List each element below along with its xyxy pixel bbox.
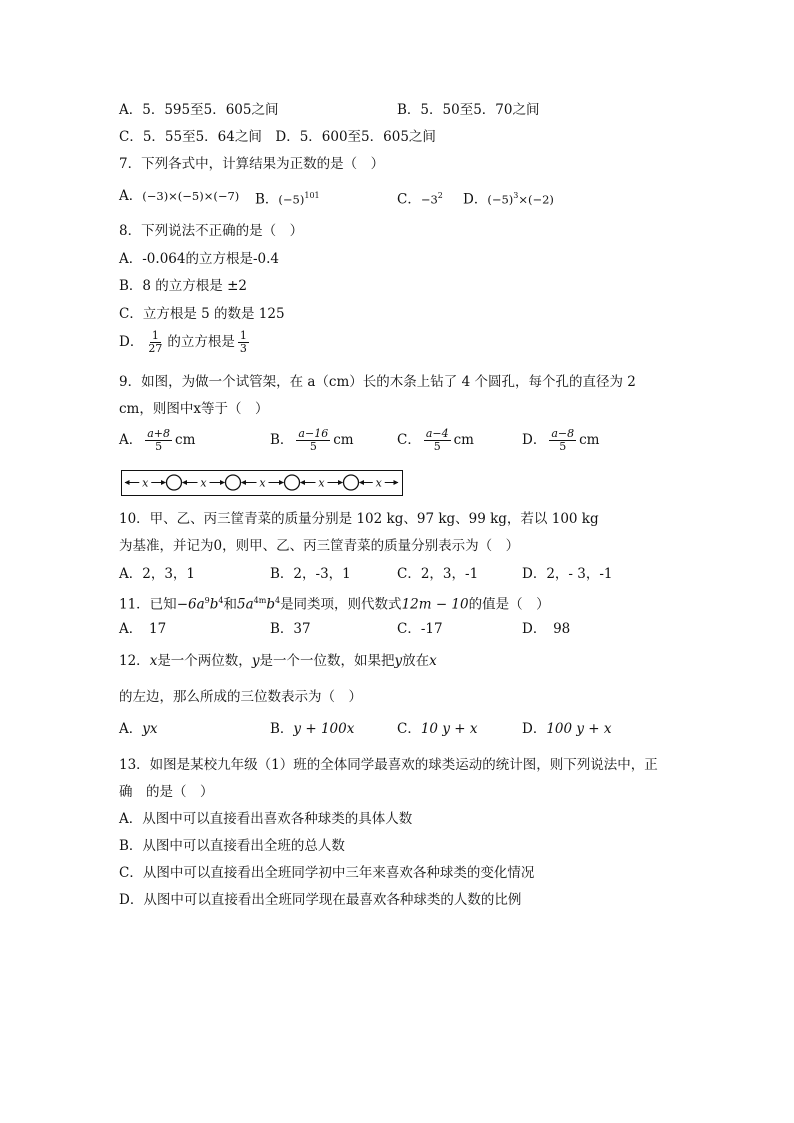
q13-option-d: D．从图中可以直接看出全班同学现在最喜欢各种球类的人数的比例 xyxy=(119,892,522,908)
q9-stem-line2: cm，则图中x等于（ ） xyxy=(119,401,269,417)
q13-stem-line1: 13．如图是某校九年级（1）班的全体同学最喜欢的球类运动的统计图，则下列说法中，正 xyxy=(119,757,658,773)
rack-bar-svg xyxy=(122,471,401,494)
hole-circle xyxy=(285,475,300,490)
q7-option-d: D．$(-5)^3\times(-2)$ xyxy=(463,191,554,208)
q11-option-a: A． 17 xyxy=(119,621,167,637)
gap-label-x: x xyxy=(259,476,266,490)
hole-circle xyxy=(344,475,359,490)
q8-option-b: B．8 的立方根是 ±2 xyxy=(119,278,247,294)
q10-option-c: C．2，3，-1 xyxy=(397,566,479,582)
q10-option-b: B．2，-3，1 xyxy=(270,566,351,582)
q12-option-c: C．10 y + x xyxy=(397,721,478,737)
q11-option-b: B．37 xyxy=(270,621,311,637)
q13-option-b: B．从图中可以直接看出全班的总人数 xyxy=(119,838,345,854)
q10-option-d: D．2，- 3，-1 xyxy=(522,566,613,582)
q11-option-c: C．-17 xyxy=(397,621,443,637)
gap-label-x: x xyxy=(375,476,382,490)
q6-option-a: A．5．595至5．605之间 xyxy=(119,102,279,118)
fraction-1-3: $\frac{1}{3}$ xyxy=(239,329,247,355)
q9-option-a: A． $\frac{a+8}{5}$ cm xyxy=(119,427,196,453)
q10-stem-line1: 10．甲、乙、丙三筐青菜的质量分别是 102 kg、97 kg、99 kg，若以 100 kg xyxy=(119,511,599,527)
q9-stem-line1: 9．如图，为做一个试管架，在 a（cm）长的木条上钻了 4 个圆孔，每个孔的直径为 2 xyxy=(119,374,636,390)
q12-option-a: A．yx xyxy=(119,721,158,737)
q6-option-b: B．5．50至5．70之间 xyxy=(397,102,540,118)
q13-option-a: A．从图中可以直接看出喜欢各种球类的具体人数 xyxy=(119,811,413,827)
q7-option-b: B．$(-5)^{101}$ xyxy=(255,191,320,208)
q9-option-b: B． $\frac{a-16}{5}$ cm xyxy=(270,427,354,453)
q6-option-c: C．5．55至5．64之间 xyxy=(119,129,262,145)
q12-stem-line1: 12．x是一个两位数，y是一个一位数，如果把y放在x xyxy=(119,653,437,669)
q8-stem: 8．下列说法不正确的是（ ） xyxy=(119,223,304,239)
q7-option-c: C．$-3^2$ xyxy=(397,191,443,208)
q8-option-d: D． $\frac{1}{27}$ 的立方根是 $\frac{1}{3}$ xyxy=(119,329,247,355)
gap-label-x: x xyxy=(200,476,207,490)
q12-option-d: D．100 y + x xyxy=(522,721,612,737)
q8-option-c: C．立方根是 5 的数是 125 xyxy=(119,306,285,322)
q12-option-b: B．y + 100x xyxy=(270,721,355,737)
test-tube-rack-diagram xyxy=(121,470,403,496)
q6-option-d: D．5．600至5．605之间 xyxy=(275,129,436,145)
hole-circle xyxy=(226,475,241,490)
q7-option-a: A．(−3)×(−5)×(−7) xyxy=(119,188,240,204)
q8-option-a: A．-0.064的立方根是-0.4 xyxy=(119,251,279,267)
q9-option-c: C． $\frac{a-4}{5}$ cm xyxy=(397,427,474,453)
gap-label-x: x xyxy=(318,476,325,490)
q10-stem-line2: 为基准，并记为0，则甲、乙、丙三筐青菜的质量分别表示为（ ） xyxy=(119,538,520,554)
fraction-1-27: $\frac{1}{27}$ xyxy=(148,329,163,355)
q6-option-c-and-d xyxy=(119,128,436,146)
q13-stem-line2: 确 的是（ ） xyxy=(119,784,214,800)
hole-circle xyxy=(167,475,182,490)
q11-option-d: D． 98 xyxy=(522,621,571,637)
q13-option-c: C．从图中可以直接看出全班同学初中三年来喜欢各种球类的变化情况 xyxy=(119,865,535,881)
q7-stem: 7．下列各式中，计算结果为正数的是（ ） xyxy=(119,156,385,172)
q11-stem: 11．已知$-6a^9b^4$和$5a^{4m}b^4$是同类项，则代数式12m − 10的值是（ ） xyxy=(119,596,550,613)
gap-label-x: x xyxy=(142,476,149,490)
q10-option-a: A．2，3，1 xyxy=(119,566,196,582)
q12-stem-line2: 的左边，那么所成的三位数表示为（ ） xyxy=(119,689,362,705)
q9-option-d: D． $\frac{a-8}{5}$ cm xyxy=(522,427,600,453)
